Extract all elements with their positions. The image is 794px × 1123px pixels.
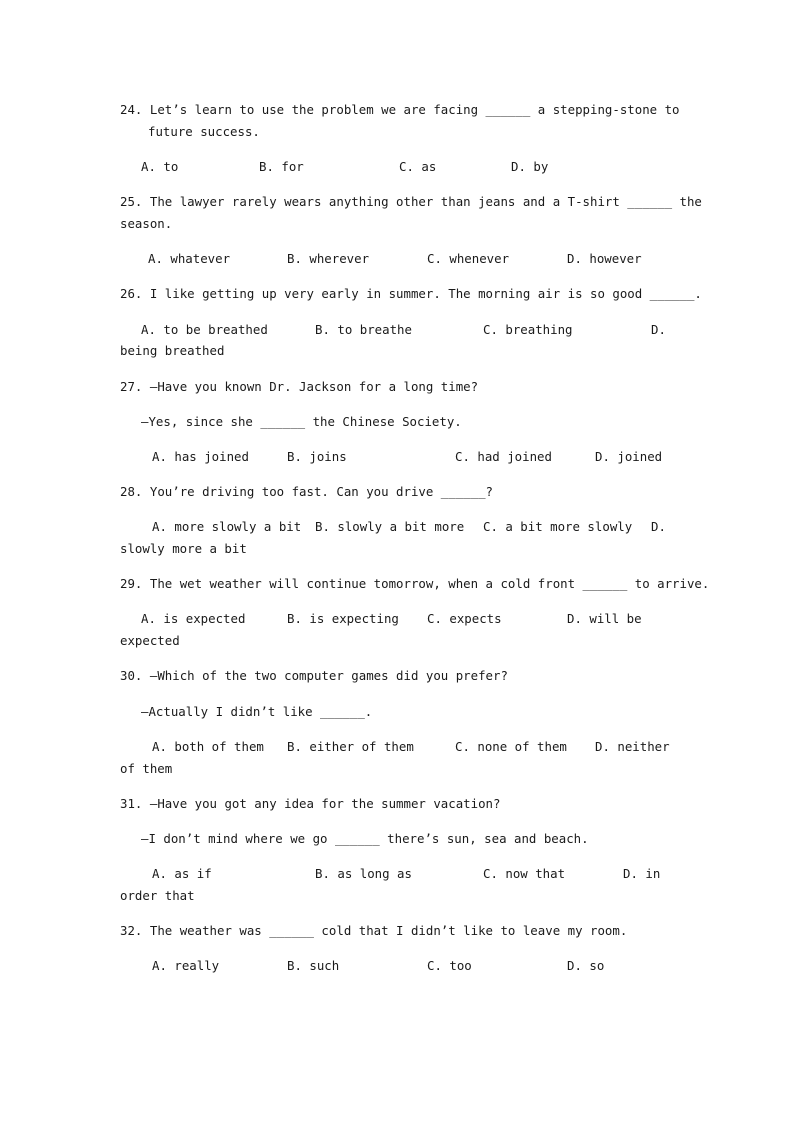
question-stem: The wet weather will continue tomorrow, when a cold front ______ to arrive. [149, 576, 710, 591]
option-c: C. had joined [455, 449, 552, 464]
option-d: D. neither [595, 739, 670, 754]
question-stem-continued: season. [120, 216, 173, 231]
question-number: 28. [120, 484, 143, 499]
question-stem: —Which of the two computer games did you prefer? [149, 668, 508, 683]
option-d: D. however [567, 251, 642, 266]
question-stem: —Have you known Dr. Jackson for a long time? [149, 379, 479, 394]
question-number: 32. [120, 923, 143, 938]
option-c: C. breathing [483, 322, 573, 337]
question-stem: The lawyer rarely wears anything other than jeans and a T-shirt ______ the [149, 194, 702, 209]
option-b: B. such [287, 958, 340, 973]
option-a: A. to [141, 159, 179, 174]
question-number: 24. [120, 102, 143, 117]
dialogue-reply: —Yes, since she ______ the Chinese Society. [141, 414, 462, 429]
option-continued: being breathed [120, 343, 225, 358]
option-d: D. [651, 322, 666, 337]
question-number: 26. [120, 286, 143, 301]
question-stem-continued: future success. [148, 124, 260, 139]
option-a: A. has joined [152, 449, 249, 464]
question-stem: You’re driving too fast. Can you drive ______? [149, 484, 494, 499]
option-b: B. as long as [315, 866, 412, 881]
option-d: D. so [567, 958, 605, 973]
option-a: A. to be breathed [141, 322, 268, 337]
option-continued: of them [120, 761, 173, 776]
dialogue-reply: —I don’t mind where we go ______ there’s sun, sea and beach. [141, 831, 589, 846]
question-stem: —Have you got any idea for the summer vacation? [149, 796, 501, 811]
option-b: B. wherever [287, 251, 370, 266]
option-b: B. for [259, 159, 304, 174]
option-c: C. whenever [427, 251, 510, 266]
option-d: D. will be [567, 611, 642, 626]
question-stem: Let’s learn to use the problem we are facing ______ a stepping-stone to [149, 102, 680, 117]
option-a: A. as if [152, 866, 212, 881]
option-b: B. is expecting [287, 611, 399, 626]
option-d: D. by [511, 159, 549, 174]
option-d: D. in [623, 866, 661, 881]
question-number: 31. [120, 796, 143, 811]
option-b: B. to breathe [315, 322, 412, 337]
dialogue-reply: —Actually I didn’t like ______. [141, 704, 373, 719]
option-c: C. too [427, 958, 472, 973]
option-continued: expected [120, 633, 180, 648]
option-continued: order that [120, 888, 195, 903]
option-c: C. none of them [455, 739, 567, 754]
option-a: A. whatever [148, 251, 231, 266]
question-stem: The weather was ______ cold that I didn’t like to leave my room. [149, 923, 628, 938]
option-b: B. either of them [287, 739, 414, 754]
option-continued: slowly more a bit [120, 541, 247, 556]
option-c: C. now that [483, 866, 566, 881]
question-stem: I like getting up very early in summer. The morning air is so good ______. [149, 286, 702, 301]
option-b: B. joins [287, 449, 347, 464]
question-number: 29. [120, 576, 143, 591]
question-number: 27. [120, 379, 143, 394]
option-b: B. slowly a bit more [315, 519, 465, 534]
question-number: 30. [120, 668, 143, 683]
option-c: C. a bit more slowly [483, 519, 633, 534]
option-a: A. really [152, 958, 220, 973]
option-c: C. as [399, 159, 437, 174]
option-c: C. expects [427, 611, 502, 626]
option-a: A. is expected [141, 611, 246, 626]
option-d: D. joined [595, 449, 663, 464]
option-a: A. more slowly a bit [152, 519, 302, 534]
question-number: 25. [120, 194, 143, 209]
option-a: A. both of them [152, 739, 264, 754]
option-d: D. [651, 519, 666, 534]
